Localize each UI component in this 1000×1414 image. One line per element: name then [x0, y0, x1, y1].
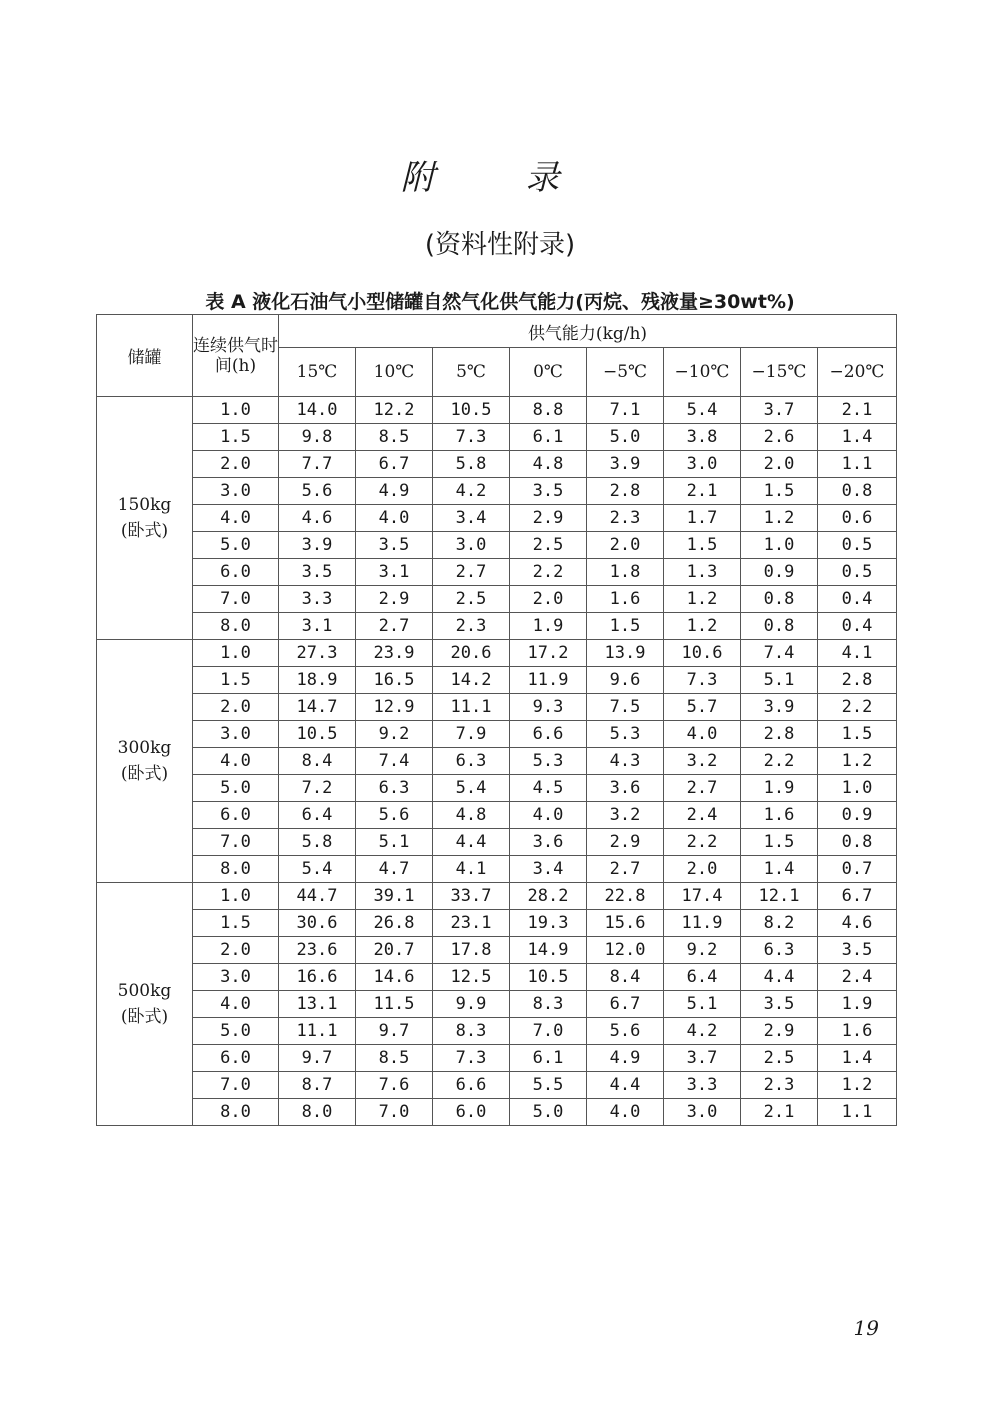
value-cell: 13.9 [587, 640, 664, 667]
table-row [97, 586, 897, 613]
value-cell: 3.4 [510, 856, 587, 883]
value-cell: 4.6 [279, 505, 356, 532]
value-cell: 1.5 [587, 613, 664, 640]
header-temperature: 10℃ [356, 348, 433, 397]
page-number: 19 [853, 1316, 879, 1340]
table-row [97, 937, 897, 964]
value-cell: 3.5 [741, 991, 818, 1018]
value-cell: 4.1 [818, 640, 897, 667]
value-cell: 4.0 [356, 505, 433, 532]
value-cell: 3.1 [356, 559, 433, 586]
value-cell: 0.9 [741, 559, 818, 586]
value-cell: 3.3 [279, 586, 356, 613]
time-cell: 2.0 [193, 937, 279, 964]
time-cell: 4.0 [193, 748, 279, 775]
value-cell: 6.1 [510, 424, 587, 451]
value-cell: 1.9 [741, 775, 818, 802]
time-cell: 3.0 [193, 964, 279, 991]
value-cell: 5.6 [279, 478, 356, 505]
value-cell: 4.4 [741, 964, 818, 991]
value-cell: 4.0 [587, 1099, 664, 1126]
value-cell: 8.3 [510, 991, 587, 1018]
value-cell: 20.6 [433, 640, 510, 667]
value-cell: 23.6 [279, 937, 356, 964]
value-cell: 1.8 [587, 559, 664, 586]
value-cell: 5.0 [510, 1099, 587, 1126]
value-cell: 3.7 [664, 1045, 741, 1072]
value-cell: 23.1 [433, 910, 510, 937]
header-tank: 储罐 [97, 315, 193, 397]
value-cell: 0.6 [818, 505, 897, 532]
value-cell: 5.1 [741, 667, 818, 694]
value-cell: 2.3 [433, 613, 510, 640]
time-cell: 5.0 [193, 532, 279, 559]
value-cell: 10.5 [510, 964, 587, 991]
value-cell: 12.9 [356, 694, 433, 721]
value-cell: 0.4 [818, 613, 897, 640]
value-cell: 1.9 [818, 991, 897, 1018]
value-cell: 10.5 [433, 397, 510, 424]
value-cell: 33.7 [433, 883, 510, 910]
table-row [97, 532, 897, 559]
time-cell: 2.0 [193, 451, 279, 478]
value-cell: 0.8 [741, 586, 818, 613]
value-cell: 4.5 [510, 775, 587, 802]
appendix-title: 附 录 [400, 158, 600, 198]
value-cell: 2.0 [510, 586, 587, 613]
value-cell: 1.1 [818, 1099, 897, 1126]
value-cell: 2.5 [433, 586, 510, 613]
tank-type: (卧式) [120, 764, 169, 784]
table-row [97, 397, 897, 424]
value-cell: 19.3 [510, 910, 587, 937]
value-cell: 4.7 [356, 856, 433, 883]
value-cell: 17.2 [510, 640, 587, 667]
value-cell: 7.3 [433, 1045, 510, 1072]
time-cell: 8.0 [193, 613, 279, 640]
value-cell: 2.3 [587, 505, 664, 532]
value-cell: 1.5 [818, 721, 897, 748]
value-cell: 1.0 [741, 532, 818, 559]
value-cell: 4.2 [664, 1018, 741, 1045]
value-cell: 2.9 [741, 1018, 818, 1045]
value-cell: 11.1 [433, 694, 510, 721]
header-temperature: −10℃ [664, 348, 741, 397]
table-row [97, 775, 897, 802]
value-cell: 14.2 [433, 667, 510, 694]
value-cell: 5.5 [510, 1072, 587, 1099]
table-row [97, 1072, 897, 1099]
table-row [97, 856, 897, 883]
header-capacity: 供气能力(kg/h) [279, 315, 897, 348]
value-cell: 3.9 [741, 694, 818, 721]
time-cell: 7.0 [193, 829, 279, 856]
value-cell: 11.5 [356, 991, 433, 1018]
time-cell: 8.0 [193, 856, 279, 883]
value-cell: 5.4 [433, 775, 510, 802]
time-cell: 1.0 [193, 883, 279, 910]
tank-cell [97, 883, 193, 1126]
value-cell: 15.6 [587, 910, 664, 937]
value-cell: 20.7 [356, 937, 433, 964]
value-cell: 4.0 [510, 802, 587, 829]
value-cell: 8.0 [279, 1099, 356, 1126]
time-cell: 6.0 [193, 802, 279, 829]
value-cell: 12.5 [433, 964, 510, 991]
value-cell: 17.4 [664, 883, 741, 910]
table-row [97, 451, 897, 478]
value-cell: 27.3 [279, 640, 356, 667]
value-cell: 1.1 [818, 451, 897, 478]
value-cell: 3.5 [279, 559, 356, 586]
time-cell: 1.5 [193, 910, 279, 937]
value-cell: 7.3 [664, 667, 741, 694]
value-cell: 5.1 [664, 991, 741, 1018]
value-cell: 1.2 [818, 1072, 897, 1099]
value-cell: 1.9 [510, 613, 587, 640]
value-cell: 23.9 [356, 640, 433, 667]
value-cell: 10.6 [664, 640, 741, 667]
value-cell: 6.6 [433, 1072, 510, 1099]
value-cell: 3.5 [818, 937, 897, 964]
time-cell: 5.0 [193, 775, 279, 802]
value-cell: 5.4 [664, 397, 741, 424]
value-cell: 3.6 [587, 775, 664, 802]
value-cell: 0.9 [818, 802, 897, 829]
value-cell: 1.2 [818, 748, 897, 775]
value-cell: 9.7 [356, 1018, 433, 1045]
table-row [97, 991, 897, 1018]
tank-type: (卧式) [120, 521, 169, 541]
value-cell: 2.2 [664, 829, 741, 856]
value-cell: 6.7 [356, 451, 433, 478]
value-cell: 4.4 [587, 1072, 664, 1099]
value-cell: 2.2 [510, 559, 587, 586]
value-cell: 7.2 [279, 775, 356, 802]
value-cell: 4.8 [510, 451, 587, 478]
value-cell: 44.7 [279, 883, 356, 910]
value-cell: 1.6 [818, 1018, 897, 1045]
value-cell: 12.0 [587, 937, 664, 964]
value-cell: 4.6 [818, 910, 897, 937]
value-cell: 8.2 [741, 910, 818, 937]
time-cell: 1.0 [193, 397, 279, 424]
table-row [97, 694, 897, 721]
value-cell: 5.8 [279, 829, 356, 856]
table-row [97, 505, 897, 532]
value-cell: 8.7 [279, 1072, 356, 1099]
value-cell: 3.2 [587, 802, 664, 829]
value-cell: 7.5 [587, 694, 664, 721]
table-row [97, 748, 897, 775]
time-cell: 6.0 [193, 559, 279, 586]
header-temperature: 0℃ [510, 348, 587, 397]
value-cell: 1.4 [818, 1045, 897, 1072]
time-cell: 3.0 [193, 721, 279, 748]
value-cell: 6.4 [279, 802, 356, 829]
value-cell: 12.1 [741, 883, 818, 910]
value-cell: 26.8 [356, 910, 433, 937]
value-cell: 3.0 [664, 1099, 741, 1126]
value-cell: 2.1 [741, 1099, 818, 1126]
table-row [97, 640, 897, 667]
value-cell: 0.5 [818, 559, 897, 586]
value-cell: 8.3 [433, 1018, 510, 1045]
time-cell: 4.0 [193, 505, 279, 532]
value-cell: 4.3 [587, 748, 664, 775]
value-cell: 1.7 [664, 505, 741, 532]
value-cell: 5.4 [279, 856, 356, 883]
value-cell: 2.1 [818, 397, 897, 424]
value-cell: 9.3 [510, 694, 587, 721]
value-cell: 2.7 [356, 613, 433, 640]
value-cell: 39.1 [356, 883, 433, 910]
value-cell: 3.1 [279, 613, 356, 640]
value-cell: 9.7 [279, 1045, 356, 1072]
table-row [97, 964, 897, 991]
value-cell: 12.2 [356, 397, 433, 424]
table-row [97, 478, 897, 505]
header-temperature: −15℃ [741, 348, 818, 397]
value-cell: 2.1 [664, 478, 741, 505]
value-cell: 6.7 [818, 883, 897, 910]
value-cell: 2.4 [664, 802, 741, 829]
time-cell: 5.0 [193, 1018, 279, 1045]
value-cell: 2.7 [433, 559, 510, 586]
value-cell: 14.9 [510, 937, 587, 964]
value-cell: 3.0 [664, 451, 741, 478]
value-cell: 4.9 [587, 1045, 664, 1072]
table-row [97, 1045, 897, 1072]
value-cell: 18.9 [279, 667, 356, 694]
value-cell: 8.4 [587, 964, 664, 991]
time-cell: 8.0 [193, 1099, 279, 1126]
value-cell: 5.0 [587, 424, 664, 451]
value-cell: 11.9 [664, 910, 741, 937]
time-cell: 4.0 [193, 991, 279, 1018]
value-cell: 9.2 [664, 937, 741, 964]
value-cell: 1.4 [818, 424, 897, 451]
value-cell: 3.3 [664, 1072, 741, 1099]
value-cell: 8.5 [356, 1045, 433, 1072]
value-cell: 4.9 [356, 478, 433, 505]
table-row [97, 829, 897, 856]
value-cell: 2.5 [741, 1045, 818, 1072]
value-cell: 2.5 [510, 532, 587, 559]
value-cell: 17.8 [433, 937, 510, 964]
time-cell: 1.0 [193, 640, 279, 667]
value-cell: 6.7 [587, 991, 664, 1018]
value-cell: 7.3 [433, 424, 510, 451]
value-cell: 1.2 [664, 613, 741, 640]
value-cell: 2.0 [587, 532, 664, 559]
value-cell: 5.6 [587, 1018, 664, 1045]
tank-type: (卧式) [120, 1007, 169, 1027]
value-cell: 1.3 [664, 559, 741, 586]
value-cell: 9.8 [279, 424, 356, 451]
value-cell: 2.9 [510, 505, 587, 532]
value-cell: 4.0 [664, 721, 741, 748]
time-cell: 1.5 [193, 667, 279, 694]
value-cell: 14.7 [279, 694, 356, 721]
value-cell: 4.8 [433, 802, 510, 829]
value-cell: 3.9 [279, 532, 356, 559]
value-cell: 2.8 [741, 721, 818, 748]
value-cell: 6.1 [510, 1045, 587, 1072]
value-cell: 10.5 [279, 721, 356, 748]
time-cell: 7.0 [193, 1072, 279, 1099]
tank-size: 500kg [117, 981, 172, 1001]
value-cell: 0.4 [818, 586, 897, 613]
value-cell: 6.0 [433, 1099, 510, 1126]
value-cell: 16.6 [279, 964, 356, 991]
value-cell: 8.5 [356, 424, 433, 451]
value-cell: 14.6 [356, 964, 433, 991]
value-cell: 1.5 [664, 532, 741, 559]
value-cell: 1.5 [741, 478, 818, 505]
value-cell: 3.5 [510, 478, 587, 505]
table-row [97, 613, 897, 640]
value-cell: 3.4 [433, 505, 510, 532]
header-temperature: −20℃ [818, 348, 897, 397]
value-cell: 3.2 [664, 748, 741, 775]
value-cell: 7.0 [510, 1018, 587, 1045]
tank-cell [97, 397, 193, 640]
value-cell: 9.9 [433, 991, 510, 1018]
tank-size: 150kg [117, 495, 172, 515]
value-cell: 11.9 [510, 667, 587, 694]
value-cell: 4.2 [433, 478, 510, 505]
value-cell: 3.7 [741, 397, 818, 424]
value-cell: 2.8 [818, 667, 897, 694]
value-cell: 5.7 [664, 694, 741, 721]
value-cell: 13.1 [279, 991, 356, 1018]
value-cell: 0.8 [818, 829, 897, 856]
value-cell: 1.6 [587, 586, 664, 613]
table-caption: 表 A 液化石油气小型储罐自然气化供气能力(丙烷、残液量≥30wt%) [205, 291, 795, 313]
time-cell: 7.0 [193, 586, 279, 613]
table-row [97, 1018, 897, 1045]
value-cell: 7.6 [356, 1072, 433, 1099]
appendix-subtitle: (资料性附录) [424, 230, 576, 260]
value-cell: 1.6 [741, 802, 818, 829]
tank-cell [97, 640, 193, 883]
value-cell: 28.2 [510, 883, 587, 910]
value-cell: 14.0 [279, 397, 356, 424]
header-temperature: −5℃ [587, 348, 664, 397]
time-cell: 2.0 [193, 694, 279, 721]
value-cell: 2.9 [587, 829, 664, 856]
value-cell: 2.7 [587, 856, 664, 883]
value-cell: 5.1 [356, 829, 433, 856]
value-cell: 6.3 [741, 937, 818, 964]
table-row [97, 721, 897, 748]
value-cell: 5.3 [510, 748, 587, 775]
value-cell: 2.4 [818, 964, 897, 991]
value-cell: 7.1 [587, 397, 664, 424]
value-cell: 22.8 [587, 883, 664, 910]
table-row [97, 883, 897, 910]
value-cell: 0.8 [741, 613, 818, 640]
table-row [97, 667, 897, 694]
table-row [97, 424, 897, 451]
value-cell: 2.2 [741, 748, 818, 775]
value-cell: 2.6 [741, 424, 818, 451]
value-cell: 16.5 [356, 667, 433, 694]
value-cell: 2.8 [587, 478, 664, 505]
value-cell: 7.4 [741, 640, 818, 667]
header-time: 连续供气时间(h) [193, 315, 279, 397]
value-cell: 5.3 [587, 721, 664, 748]
value-cell: 5.8 [433, 451, 510, 478]
value-cell: 3.8 [664, 424, 741, 451]
value-cell: 0.5 [818, 532, 897, 559]
value-cell: 1.2 [664, 586, 741, 613]
value-cell: 2.7 [664, 775, 741, 802]
value-cell: 9.6 [587, 667, 664, 694]
table-row [97, 802, 897, 829]
value-cell: 1.5 [741, 829, 818, 856]
value-cell: 3.6 [510, 829, 587, 856]
gas-supply-capacity-table [96, 314, 897, 1126]
time-cell: 6.0 [193, 1045, 279, 1072]
value-cell: 9.2 [356, 721, 433, 748]
value-cell: 5.6 [356, 802, 433, 829]
value-cell: 0.8 [818, 478, 897, 505]
table-row [97, 1099, 897, 1126]
table-row [97, 910, 897, 937]
value-cell: 6.3 [356, 775, 433, 802]
value-cell: 4.4 [433, 829, 510, 856]
value-cell: 4.1 [433, 856, 510, 883]
value-cell: 2.0 [664, 856, 741, 883]
value-cell: 7.4 [356, 748, 433, 775]
value-cell: 11.1 [279, 1018, 356, 1045]
value-cell: 6.3 [433, 748, 510, 775]
value-cell: 3.5 [356, 532, 433, 559]
time-cell: 3.0 [193, 478, 279, 505]
value-cell: 7.0 [356, 1099, 433, 1126]
value-cell: 1.2 [741, 505, 818, 532]
value-cell: 6.6 [510, 721, 587, 748]
value-cell: 2.0 [741, 451, 818, 478]
header-temperature: 5℃ [433, 348, 510, 397]
value-cell: 3.9 [587, 451, 664, 478]
value-cell: 0.7 [818, 856, 897, 883]
value-cell: 8.4 [279, 748, 356, 775]
value-cell: 7.9 [433, 721, 510, 748]
value-cell: 8.8 [510, 397, 587, 424]
value-cell: 7.7 [279, 451, 356, 478]
value-cell: 1.0 [818, 775, 897, 802]
table-row [97, 559, 897, 586]
value-cell: 30.6 [279, 910, 356, 937]
value-cell: 2.3 [741, 1072, 818, 1099]
value-cell: 3.0 [433, 532, 510, 559]
time-cell: 1.5 [193, 424, 279, 451]
value-cell: 2.9 [356, 586, 433, 613]
value-cell: 1.4 [741, 856, 818, 883]
header-temperature: 15℃ [279, 348, 356, 397]
tank-size: 300kg [117, 738, 172, 758]
value-cell: 6.4 [664, 964, 741, 991]
value-cell: 2.2 [818, 694, 897, 721]
